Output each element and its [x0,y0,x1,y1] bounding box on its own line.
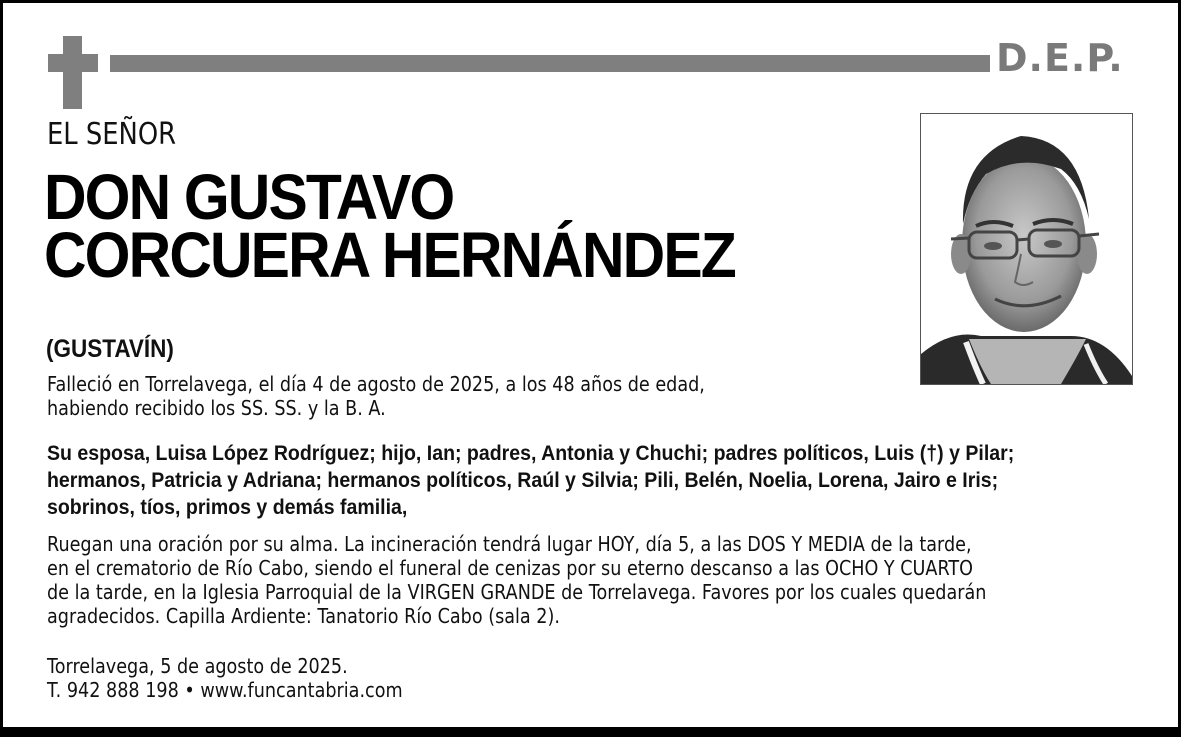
family-line: sobrinos, tíos, primos y demás familia, [47,496,408,519]
death-info [47,372,705,420]
family-list [47,440,1014,521]
contact-info: T. 942 888 198 • www.funcantabria.com [47,678,403,702]
family-line: Su esposa, Luisa López Rodríguez; hijo, Ian; padres, Antonia y Chuchi; padres políticos, Luis (†) y Pilar; [47,442,1015,465]
ceremony-info [47,532,986,628]
death-info-line: Falleció en Torrelavega, el día 4 de agosto de 2025, a los 48 años de edad, [47,372,705,396]
portrait-image [921,114,1132,384]
family-line: hermanos, Patricia y Adriana; hermanos políticos, Raúl y Silvia; Pili, Belén, Noelia, Lorena, Jairo e Iris; [47,469,999,492]
ceremony-line: de la tarde, en la Iglesia Parroquial de la VIRGEN GRANDE de Torrelavega. Favores por los cuales quedarán [47,580,987,604]
bottom-border [0,727,1181,737]
footer [47,654,403,702]
header-rule [110,55,990,72]
cross-icon-arm [48,54,98,72]
honorific-title: EL SEÑOR [47,117,177,152]
dep-label: D.E.P. [996,36,1124,80]
ceremony-line: Ruegan una oración por su alma. La incineración tendrá lugar HOY, día 5, a las DOS Y MEDIA de la tarde, [47,532,972,556]
ceremony-line: agradecidos. Capilla Ardiente: Tanatorio Río Cabo (sala 2). [47,604,560,628]
ceremony-line: en el crematorio de Río Cabo, siendo el funeral de cenizas por su eterno descanso a las OCHO Y CUARTO [47,556,974,580]
place-date: Torrelavega, 5 de agosto de 2025. [47,654,348,678]
name-line-1: DON GUSTAVO [44,161,454,233]
name-line-2: CORCUERA HERNÁNDEZ [44,219,735,291]
portrait-photo [920,113,1133,385]
nickname: (GUSTAVÍN) [46,335,174,363]
cross-icon [63,36,82,109]
death-info-line: habiendo recibido los SS. SS. y la B. A. [47,396,386,420]
deceased-name [44,161,735,291]
